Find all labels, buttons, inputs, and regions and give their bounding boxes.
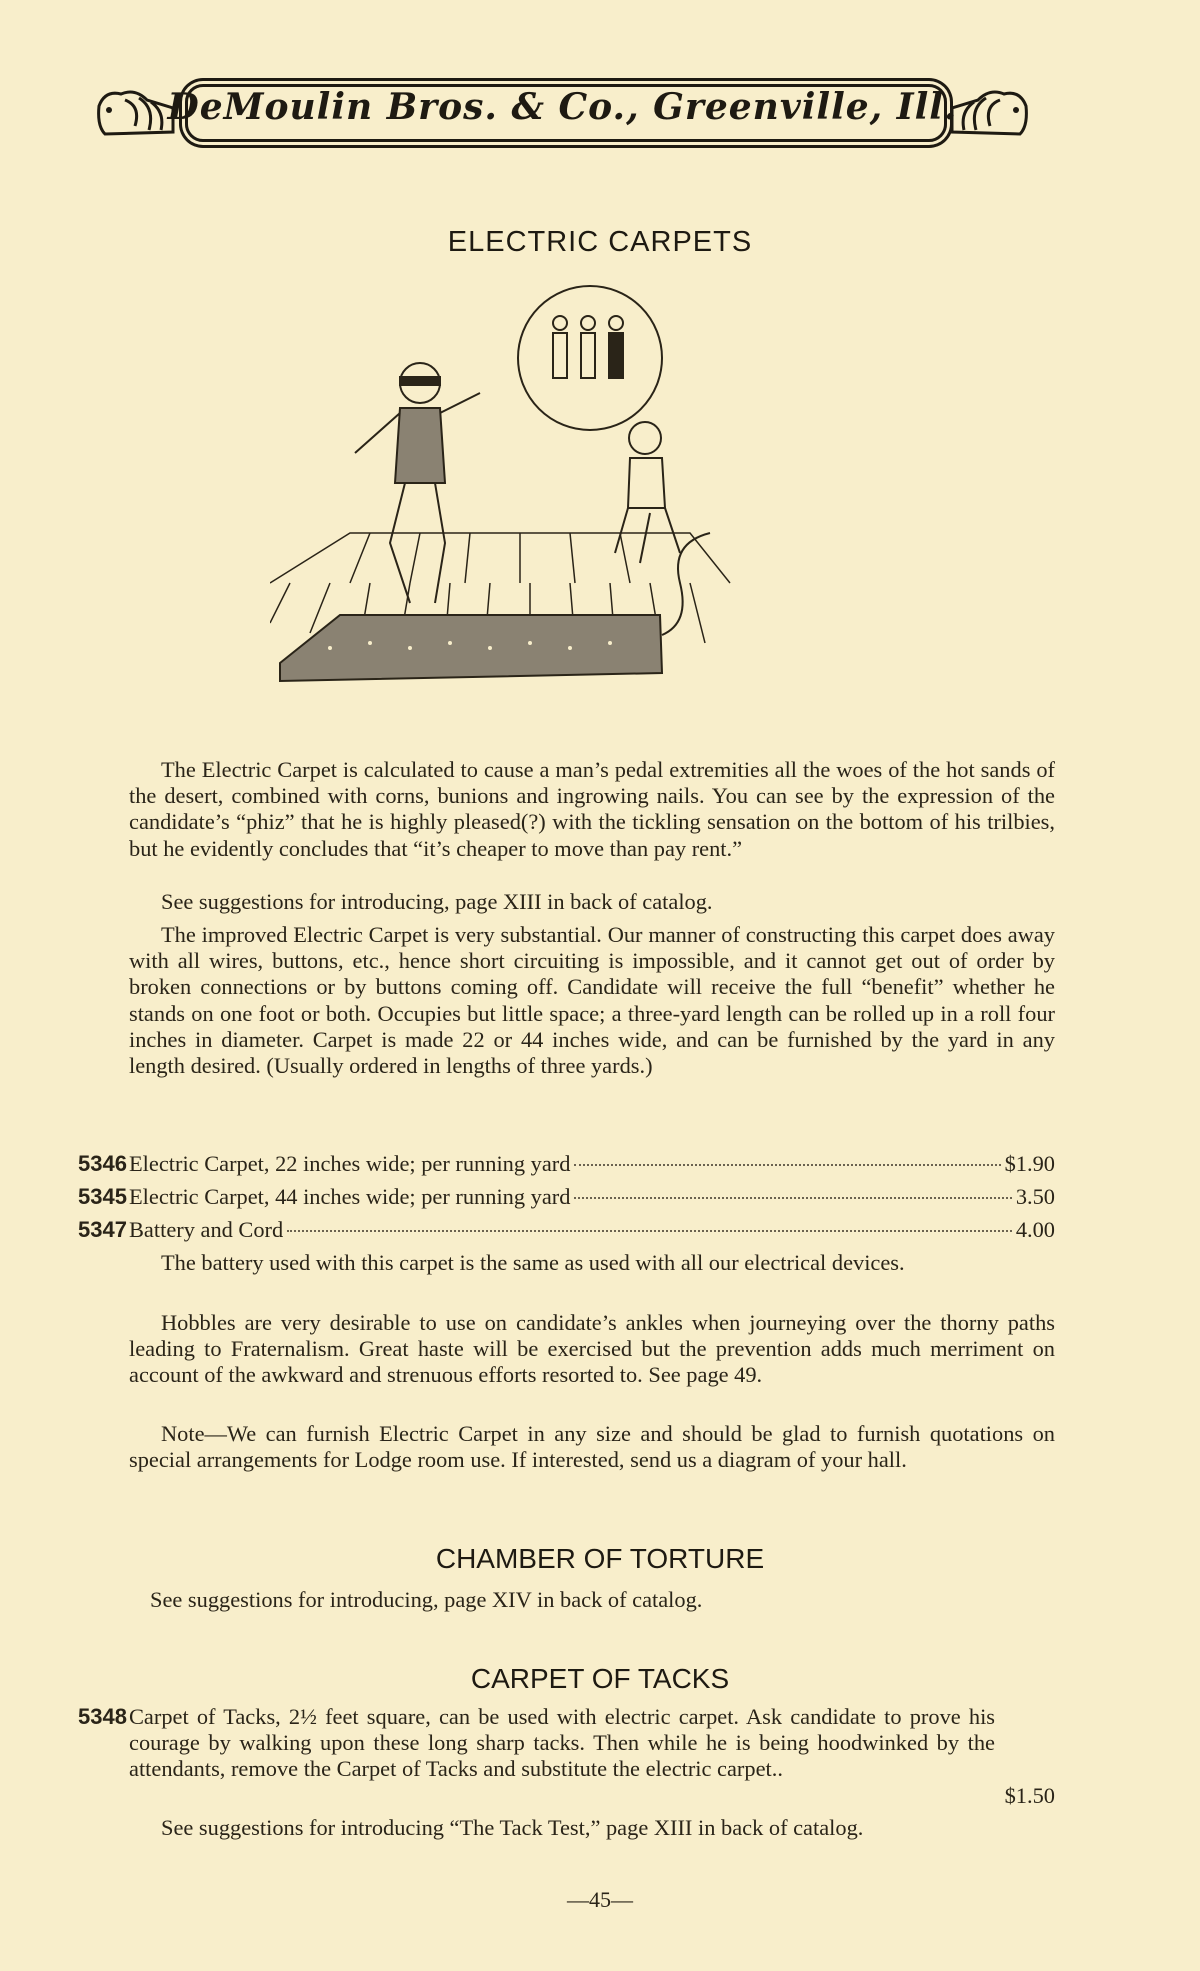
dot-leader (574, 1197, 1011, 1199)
inset-circle (518, 286, 662, 430)
item-price: $1.50 (1004, 1783, 1055, 1808)
dot-leader (574, 1164, 1000, 1166)
hobbles-note: Hobbles are very desirable to use on candidate’s ankles when journeying over the thorny paths leading to Fraternalism. Great haste will be exercised but the prevention adds much merriment on account of the awkward and strenuous efforts resorted to. See page 49. (129, 1310, 1055, 1388)
item-description: Carpet of Tacks, 2½ feet square, can be used with electric carpet. Ask candidate to prove his courage by walking upon these long sharp tacks. Then while he is being hoodwinked by the attendants, remove the Carpet of Tacks and substitute the electric carpet.. (129, 1704, 995, 1782)
section-title-chamber-of-torture: CHAMBER OF TORTURE (435, 1543, 765, 1574)
price-row (78, 1151, 1055, 1177)
blindfolded-man-figure (355, 363, 480, 603)
item-price: $1.90 (1004, 1151, 1055, 1176)
page-number: —45— (567, 1887, 633, 1912)
dot-leader (287, 1230, 1012, 1232)
section-title-electric-carpets: ELECTRIC CARPETS (447, 226, 753, 258)
company-name: DeMoulin Bros. & Co., Greenville, Ill. (167, 86, 958, 128)
attendant-figure (615, 422, 680, 563)
custom-size-note: Note—We can furnish Electric Carpet in any size and should be glad to furnish quotations on special arrangements for Lodge room use. If interested, send us a diagram of your hall. (129, 1421, 1055, 1473)
electric-carpet-illustration (270, 283, 790, 729)
improved-carpet-description: The improved Electric Carpet is very substantial. Our manner of constructing this carpet does away with all wires, buttons, etc., hence short circuiting is impossible, and it cannot get out of order by broken connections or by buttons coming off. Candidate will receive the full “benefit” whether he stands on one foot or both. Occupies but little space; a three-yard length can be rolled up in a roll four inches in diameter. Carpet is made 22 or 44 inches wide, and can be furnished by the yard in any length desired. (Usually ordered in lengths of three yards.) (129, 922, 1055, 1079)
intro-reference-chamber: See suggestions for introducing, page XIV in back of catalog. (150, 1587, 703, 1612)
price-row (78, 1217, 1055, 1243)
item-number: 5345 (78, 1184, 127, 1209)
item-number: 5346 (78, 1151, 127, 1176)
electric-carpet-description: The Electric Carpet is calculated to cause a man’s pedal extremities all the woes of the hot sands of the desert, combined with corns, bunions and ingrowing nails. You can see by the expression of the candidate’s “phiz” that he is highly pleased(?) with the tickling sensation on the bottom of his trilbies, but he evidently concludes that “it’s cheaper to move than pay rent.” (129, 757, 1055, 861)
price-row (78, 1184, 1055, 1210)
item-price: 3.50 (1015, 1184, 1055, 1209)
item-description: Electric Carpet, 44 inches wide; per running yard (129, 1184, 571, 1209)
battery-note: The battery used with this carpet is the same as used with all our electrical devices. (161, 1250, 905, 1275)
section-title-carpet-of-tacks: CARPET OF TACKS (470, 1663, 730, 1694)
item-description: Battery and Cord (129, 1217, 284, 1242)
intro-reference-electric: See suggestions for introducing, page XIII in back of catalog. (161, 889, 713, 914)
item-description: Electric Carpet, 22 inches wide; per running yard (129, 1151, 571, 1176)
intro-reference-tack-test: See suggestions for introducing “The Tack Test,” page XIII in back of catalog. (161, 1815, 864, 1840)
price-row (78, 1704, 1055, 1808)
lion-head-ornament-right-icon (950, 86, 1030, 138)
catalog-header-banner (95, 76, 1030, 150)
item-number: 5347 (78, 1217, 127, 1242)
item-number: 5348 (78, 1704, 127, 1729)
electric-carpet-mat (280, 615, 662, 681)
item-price: 4.00 (1015, 1217, 1055, 1242)
